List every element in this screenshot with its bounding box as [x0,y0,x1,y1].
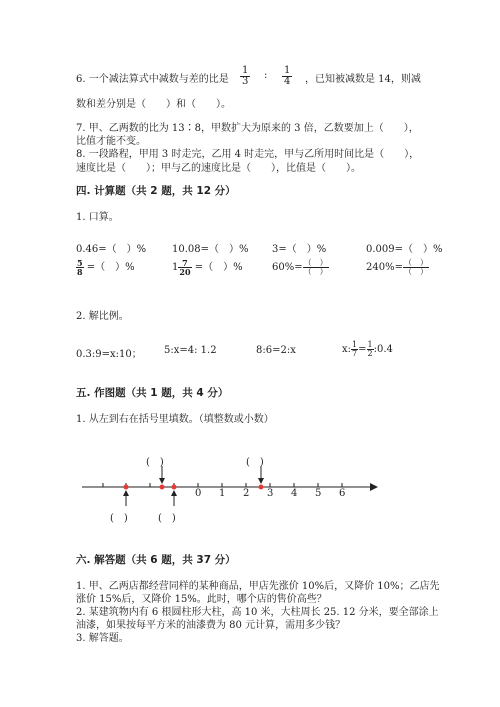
section6-title: 六. 解答题（共 6 题，共 37 分） [76,554,236,566]
tick-label-5: 5 [315,488,322,499]
calc8-den: （ ） [403,267,428,276]
proportion-3: 8:6=2:x [256,345,296,356]
q6-frac1-num: 1 [242,65,249,76]
q6-frac1-den: 3 [242,76,249,87]
section6-q3-line1: 3. 解答题。 [76,633,129,644]
arrow-down-2-head [258,478,264,484]
calc7-num: （ ） [303,258,328,267]
section4-q1-label: 1. 口算。 [76,212,119,223]
section6-q2-line2: 油漆，如果按每平方米的油漆费为 80 元计算，需用多少钱？ [76,620,346,631]
calc5-den: 8 [77,267,83,277]
section5-q1-label: 1. 从左到右在括号里填数。（填整数或小数） [76,414,274,425]
section6-q1-line1: 1. 甲、乙两店都经营同样的某种商品，甲店先涨价 10%后，又降价 10%；乙店先 [76,581,440,592]
calc7-den: （ ） [303,267,328,276]
point-marker-3 [172,485,177,490]
tick-label-1: 1 [219,488,226,499]
calc6-den: 20 [179,267,191,277]
q7-line2: 比值才能不变。 [76,136,146,147]
prop4-den1: 7 [352,349,358,358]
calc5-tail: =（ ）% [86,262,135,273]
q6-prefix: 6. 一个减法算式中减数与差的比是 [76,74,229,85]
tick-label-6: 6 [339,488,346,499]
calc6-tail: =（ ）% [194,262,243,273]
prop4-num1: 1 [352,340,358,349]
q6-frac2-num: 1 [284,65,291,76]
prop4-mid: = [358,344,367,355]
number-line-arrowhead [370,483,378,491]
blank-below-1: ( ) [110,513,128,524]
calc-item-4: 0.009=（ ）% [366,244,443,255]
tick-label-4: 4 [291,488,298,499]
calc-item-1: 0.46=（ ）% [76,244,147,255]
tick-label-0: 0 [195,488,202,499]
point-marker-4 [259,485,264,490]
q7-line1: 7. 甲、乙两数的比为 13∶8，甲数扩大为原来的 3 倍，乙数要加上（ ）， [76,123,419,134]
q6-colon: : [264,70,268,81]
arrow-up-2-head [171,490,177,496]
calc6-whole: 1 [172,262,179,273]
arrow-down-1-head [159,478,165,484]
q8-line2: 速度比是（ ）；甲与乙的速度比是（ ），比值是（ ）。 [76,163,361,174]
prop4-head: x: [342,344,352,355]
arrow-up-1-head [123,490,129,496]
tick-label-2: 2 [243,488,250,499]
section4-q2-label: 2. 解比例。 [76,311,129,322]
q6-frac2-den: 4 [284,76,291,87]
calc8-num: （ ） [403,258,428,267]
q6-suffix: ，已知被减数是 14，则减 [305,74,421,85]
tick-label-3: 3 [267,488,274,499]
calc-item-3: 3=（ ）% [272,244,327,255]
blank-above-2: ( ) [246,457,264,468]
calc7-head: 60%= [272,262,303,273]
q6-line2: 数和差分别是（ ）和（ ）。 [76,99,231,110]
blank-below-2: ( ) [158,513,176,524]
proportion-2: 5:x=4: 1.2 [164,345,217,356]
calc6-num: 7 [178,259,191,268]
calc8-head: 240%= [366,262,403,273]
section5-title: 五. 作图题（共 1 题，共 4 分） [76,387,229,399]
prop4-tail: :0.4 [373,344,393,355]
point-marker-1 [124,485,129,490]
calc5-num: 5 [77,258,83,268]
point-marker-2 [160,485,165,490]
section4-title: 四. 计算题（共 2 题，共 12 分） [76,185,236,197]
prop4-den2: 2 [367,349,373,358]
calc-item-2: 10.08=（ ）% [172,244,249,255]
proportion-1: 0.3:9=x:10； [76,349,142,360]
blank-above-1: ( ) [146,457,164,468]
prop4-num2: 1 [367,340,373,349]
q8-line1: 8. 一段路程，甲用 3 时走完，乙用 4 时走完，甲与乙所用时间比是（ ）， [76,149,420,160]
section6-q2-line1: 2. 某建筑物内有 6 根圆柱形大柱，高 10 米，大柱周长 25. 12 分米，要全部涂上 [76,607,439,618]
section6-q1-line2: 涨价 15%后，又降价 15%。此时，哪个店的售价高些？ [76,594,327,605]
